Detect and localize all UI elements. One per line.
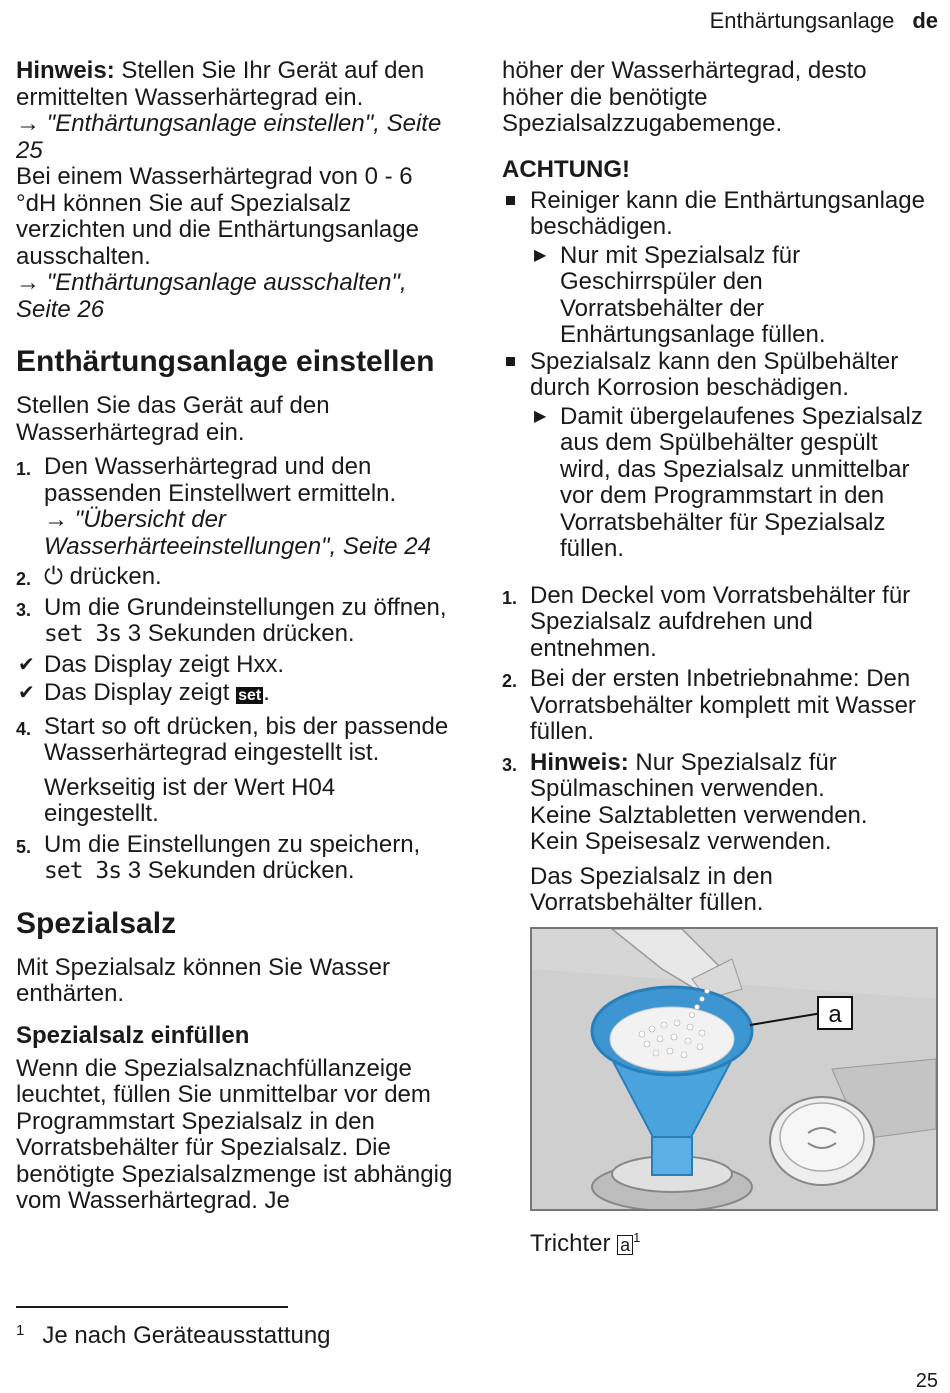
list-item [16, 454, 456, 560]
header-section-title: Enthärtungsanlage [709, 8, 895, 33]
list-item [502, 349, 932, 563]
list-item [16, 714, 456, 828]
step-text: Kein Speisesalz verwenden. [530, 828, 832, 855]
funnel-illustration [530, 927, 938, 1211]
power-icon: ⏻ [44, 563, 63, 590]
action-item [530, 243, 932, 349]
note-paragraph [16, 58, 456, 111]
step-number: 3. [16, 599, 32, 620]
header-language: de [912, 8, 938, 33]
steps-list [502, 583, 932, 1258]
step-note: Werkseitig ist der Wert H04 eingestellt. [44, 773, 336, 827]
note-label: Hinweis: [16, 57, 115, 84]
paragraph: höher der Wasserhärtegrad, desto höher die benötigte Spezialsalzzugabemenge. [502, 57, 867, 137]
caption-label-box: a [617, 1235, 633, 1255]
list-item [16, 595, 456, 648]
check-icon: ✔ [18, 653, 35, 676]
paragraph: Wenn die Spezialsalznachfüllanzeige leuchtet, füllen Sie unmittelbar vor dem Programmstart Spezialsalz in den Vorratsbehälter für Spezialsalz. Die benötigte Spezialsalzmenge ist abhängig vom Wasserhärtegrad. Je [16, 1054, 453, 1214]
step-text: Das Spezialsalz in den Vorratsbehälter füllen. [530, 862, 773, 916]
result-text: Das Display zeigt [44, 679, 230, 706]
square-bullet-icon [506, 196, 515, 205]
list-item [502, 666, 932, 746]
footnote-number: 1 [16, 1322, 25, 1339]
funnel-drawing [532, 929, 936, 1209]
step-number: 4. [16, 718, 32, 739]
page-number: 25 [915, 1370, 938, 1392]
set-button-symbol: set 3s [44, 858, 122, 884]
figure-label-a: a [828, 1000, 842, 1028]
action-text: Nur mit Spezialsalz für Geschirrspüler den Vorratsbehälter der Enhärtungsanlage füllen. [560, 241, 826, 348]
result-item [16, 680, 456, 710]
warning-text: Spezialsalz kann den Spülbehälter durch Korrosion beschädigen. [530, 347, 899, 401]
section-heading-spezialsalz: Spezialsalz [16, 906, 177, 940]
step-text: Den Deckel vom Vorratsbehälter für Spezialsalz aufdrehen und entnehmen. [530, 581, 911, 662]
list-item [502, 583, 932, 663]
note-text: Stellen Sie Ihr Gerät auf den ermittelten Wasserhärtegrad ein. [16, 57, 425, 111]
right-column [502, 58, 932, 1261]
running-header [710, 8, 938, 34]
step-text: Start so oft drücken, bis der passende Wasserhärtegrad eingestellt ist. [44, 712, 449, 766]
action-item [530, 404, 932, 563]
footnote-separator [16, 1306, 288, 1308]
step-number: 1. [502, 587, 518, 608]
cross-reference[interactable]: → "Übersicht der Wasserhärteeinstellungen", Seite 24 [44, 506, 431, 560]
triangle-bullet-icon: ▶ [534, 246, 547, 264]
figure-caption [530, 1225, 932, 1258]
step-number: 3. [502, 754, 518, 775]
footnote [16, 1322, 331, 1350]
list-item [502, 750, 932, 1258]
caption-text: Trichter [530, 1229, 611, 1257]
step-number: 2. [16, 569, 32, 589]
note-label: Hinweis: [530, 748, 629, 776]
set-button-symbol: set 3s [44, 621, 122, 647]
action-text: Damit übergelaufenes Spezialsalz aus dem Spülbehälter gespült wird, das Spezialsalz unmittelbar vor dem Programmstart in den Vorratsbehälter für Spezialsalz füllen. [560, 402, 923, 562]
warning-text: Reiniger kann die Enthärtungsanlage beschädigen. [530, 186, 925, 240]
list-item [502, 188, 932, 349]
result-text: Das Display zeigt Hxx. [44, 650, 285, 678]
step-number: 2. [502, 671, 518, 691]
warning-list [502, 188, 932, 563]
steps-list [16, 714, 456, 885]
result-item [16, 652, 456, 679]
punctuation: . [263, 679, 270, 706]
section-intro: Mit Spezialsalz können Sie Wasser enthärten. [16, 953, 390, 1007]
step-text: Bei der ersten Inbetriebnahme: Den Vorratsbehälter komplett mit Wasser füllen. [530, 665, 916, 745]
section-intro: Stellen Sie das Gerät auf den Wasserhärtegrad ein. [16, 392, 330, 446]
list-item [16, 832, 456, 885]
step-text: Den Wasserhärtegrad und den passenden Einstellwert ermitteln. [44, 453, 397, 507]
paragraph: Bei einem Wasserhärtegrad von 0 - 6 °dH können Sie auf Spezialsalz verzichten und die Enthärtungsanlage ausschalten. [16, 163, 419, 270]
step-text: drücken. [69, 563, 162, 590]
triangle-bullet-icon: ▶ [534, 407, 547, 425]
subsection-heading: Spezialsalz einfüllen [16, 1021, 250, 1049]
cross-reference[interactable]: → "Enthärtungsanlage einstellen", Seite 25 [16, 110, 442, 164]
step-text: Nur Spezialsalz für Spülmaschinen verwenden. [530, 748, 837, 802]
check-icon: ✔ [18, 682, 35, 704]
step-number: 1. [16, 459, 32, 479]
footnote-marker[interactable]: 1 [633, 1229, 641, 1245]
step-text: Um die Grundeinstellungen zu öffnen, [44, 593, 447, 621]
step-number: 5. [16, 836, 32, 857]
warning-heading: ACHTUNG! [502, 155, 630, 183]
step-text: 3 Sekunden drücken. [127, 857, 355, 884]
step-text: Keine Salztabletten verwenden. [530, 801, 868, 829]
left-column [16, 58, 456, 1215]
section-heading-einstellen: Enthärtungsanlage einstellen [16, 345, 435, 378]
square-bullet-icon [506, 357, 515, 366]
step-text: 3 Sekunden drücken. [127, 620, 355, 647]
footnote-text: Je nach Geräteausstattung [42, 1322, 331, 1349]
display-set-symbol: set [238, 687, 262, 704]
step-text: Um die Einstellungen zu speichern, [44, 830, 421, 858]
list-item [16, 564, 456, 591]
steps-list [16, 454, 456, 648]
cross-reference[interactable]: → "Enthärtungsanlage ausschalten", Seite 26 [16, 269, 407, 323]
